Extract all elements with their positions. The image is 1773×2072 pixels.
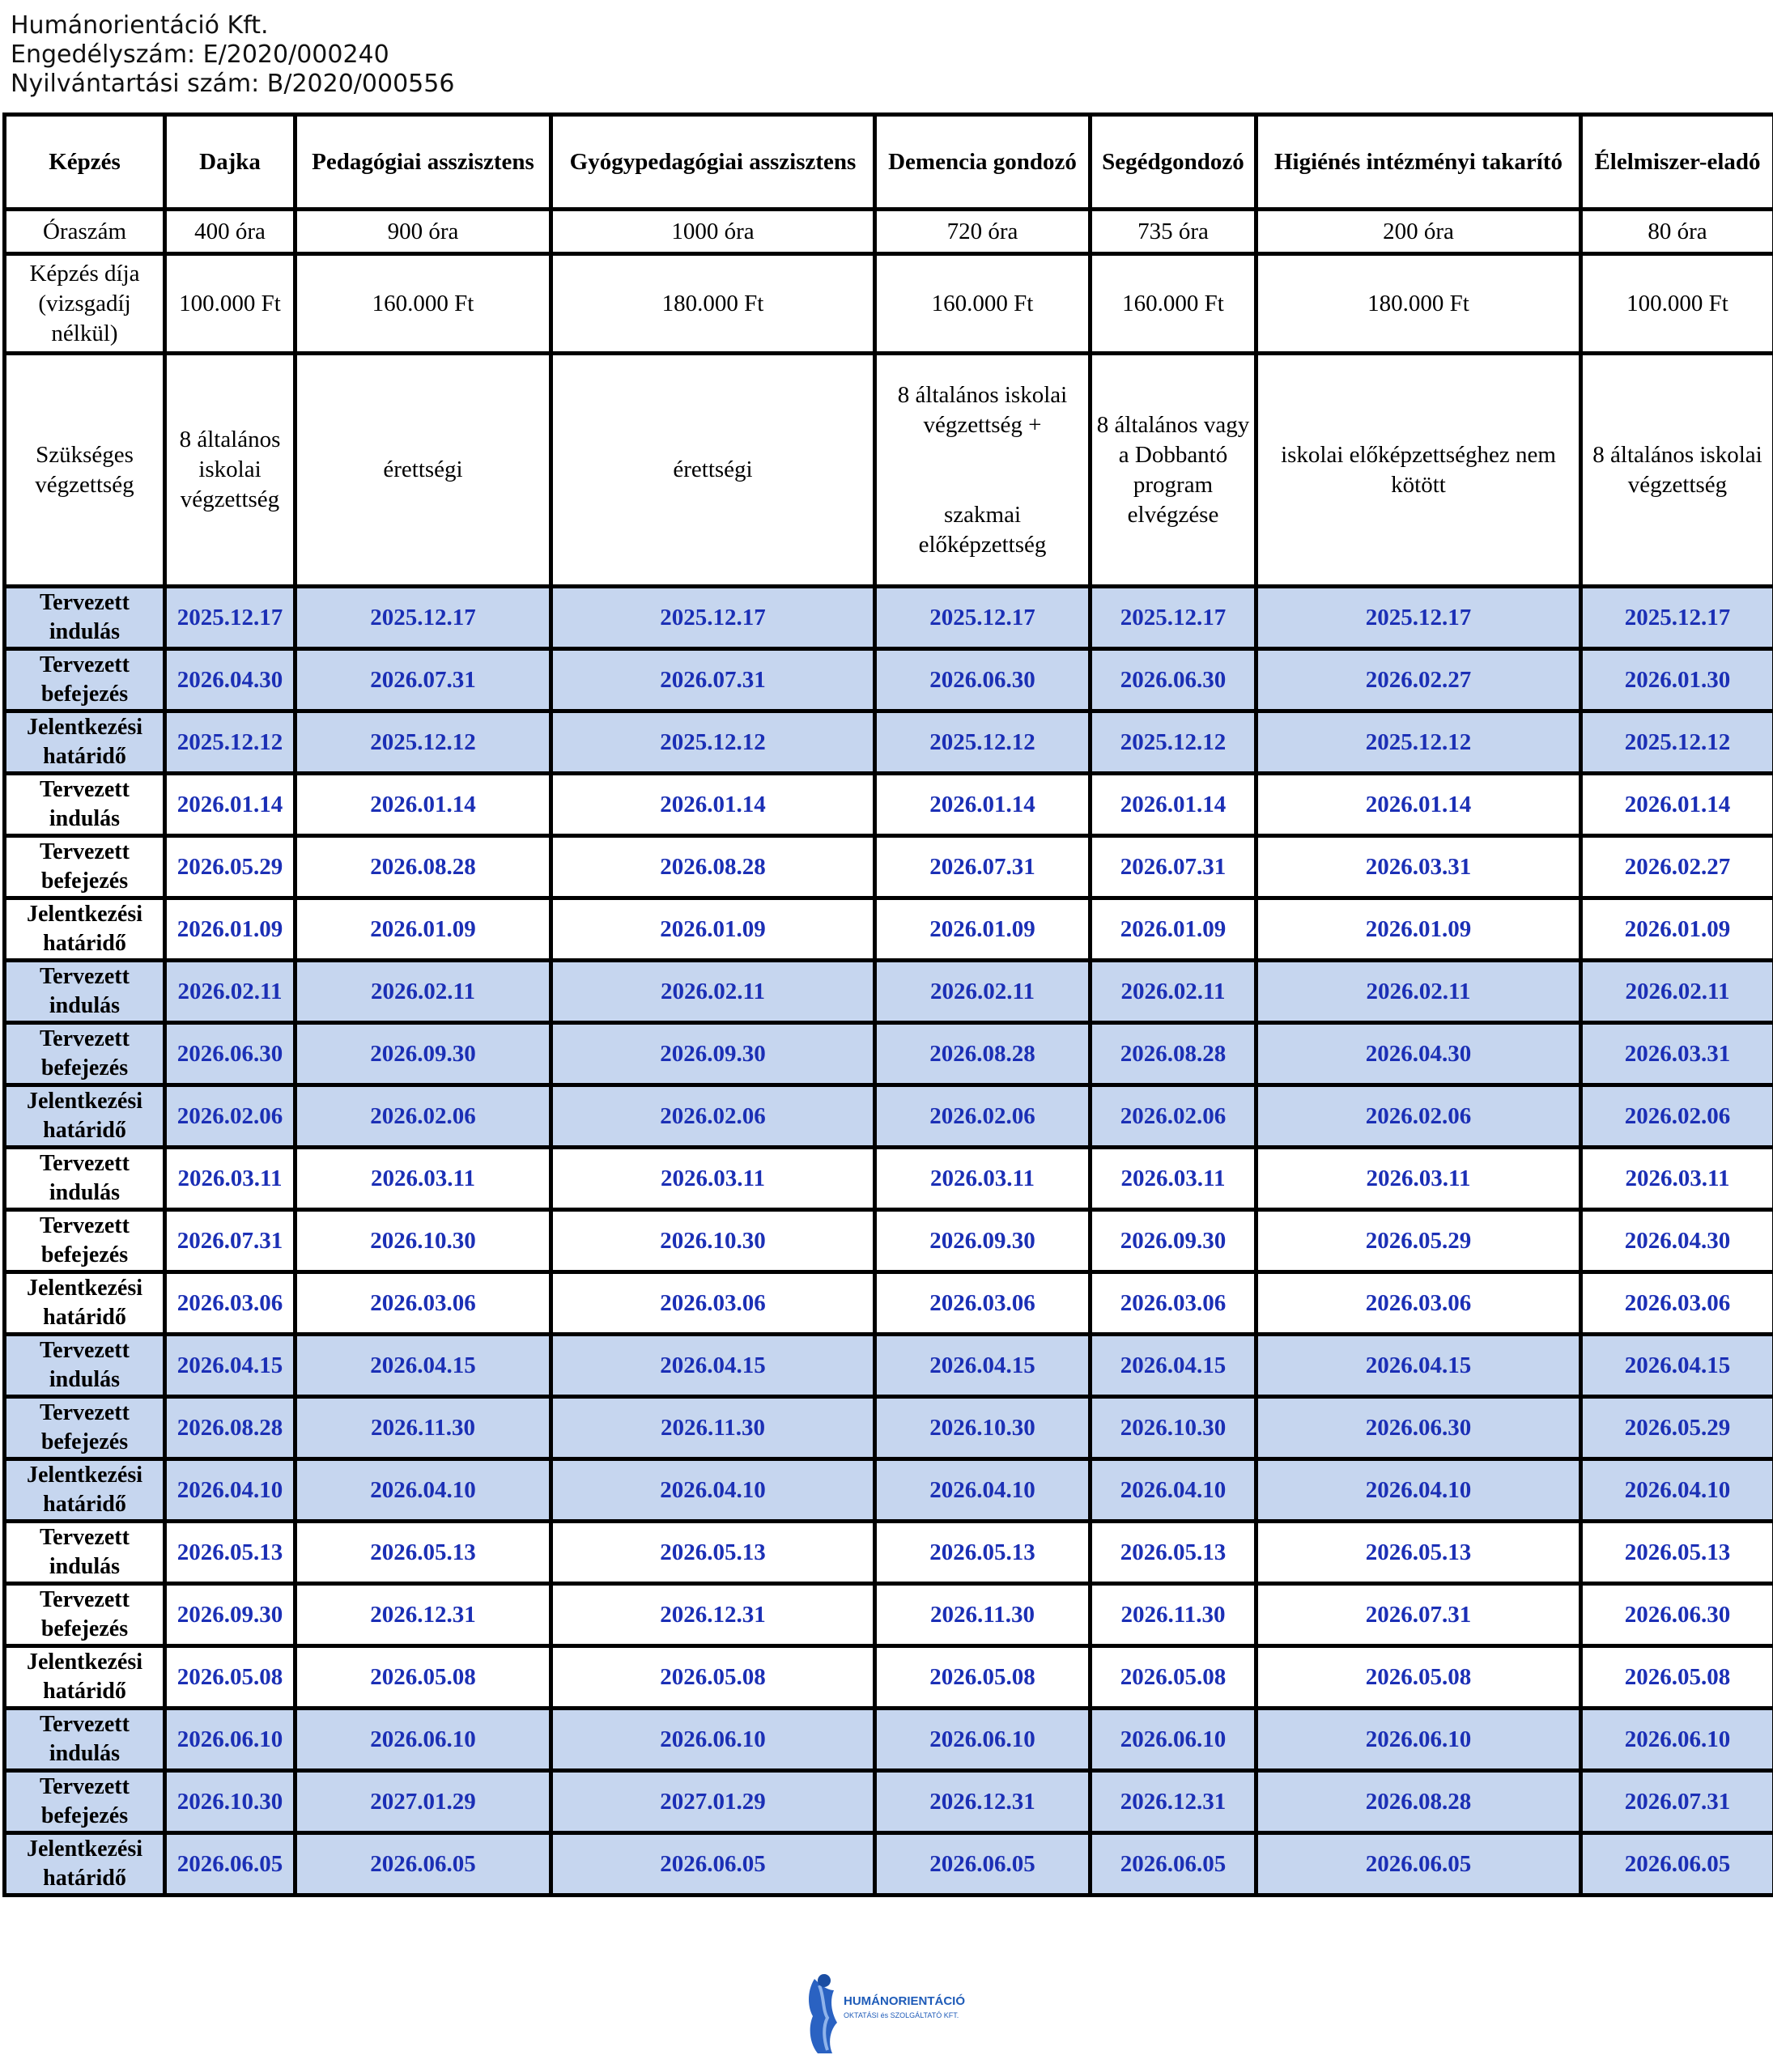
logo-subtext: OKTATÁSI és SZOLGÁLTATÓ KFT.	[844, 2011, 959, 2019]
schedule-row-label: Jelentkezési határidő	[5, 1272, 165, 1335]
education-row	[5, 354, 1773, 587]
schedule-date-cell: 2026.03.11	[165, 1148, 296, 1210]
schedule-date-cell: 2026.03.11	[551, 1148, 875, 1210]
schedule-date-cell: 2026.03.31	[1256, 836, 1581, 898]
schedule-date-cell: 2026.09.30	[551, 1023, 875, 1085]
fee-cell: 100.000 Ft	[165, 254, 296, 354]
hours-label: Óraszám	[5, 210, 165, 254]
schedule-date-cell: 2026.01.14	[1256, 774, 1581, 836]
schedule-date-cell: 2026.06.30	[165, 1023, 296, 1085]
schedule-row-label: Tervezett indulás	[5, 587, 165, 649]
schedule-row-label: Tervezett befejezés	[5, 1771, 165, 1833]
hours-row	[5, 210, 1773, 254]
schedule-date-cell: 2026.05.29	[1256, 1210, 1581, 1272]
schedule-row-label: Jelentkezési határidő	[5, 1646, 165, 1709]
fee-cell: 160.000 Ft	[296, 254, 551, 354]
schedule-date-cell: 2026.06.10	[165, 1709, 296, 1771]
schedule-date-cell: 2025.12.12	[165, 711, 296, 774]
schedule-date-cell: 2026.02.11	[551, 961, 875, 1023]
schedule-date-cell: 2026.07.31	[551, 649, 875, 711]
schedule-row-label: Tervezett indulás	[5, 774, 165, 836]
schedule-date-cell: 2026.03.31	[1581, 1023, 1773, 1085]
header-course-label: Képzés	[5, 115, 165, 210]
schedule-date-cell: 2026.05.08	[551, 1646, 875, 1709]
schedule-date-cell: 2026.04.30	[165, 649, 296, 711]
schedule-date-cell: 2026.03.06	[875, 1272, 1091, 1335]
schedule-date-cell: 2026.07.31	[296, 649, 551, 711]
schedule-date-cell: 2026.04.15	[296, 1335, 551, 1397]
schedule-date-cell: 2026.08.28	[1091, 1023, 1256, 1085]
header-course: Demencia gondozó	[875, 115, 1091, 210]
fee-cell: 180.000 Ft	[551, 254, 875, 354]
schedule-date-cell: 2026.03.06	[1256, 1272, 1581, 1335]
schedule-date-cell: 2026.03.11	[1091, 1148, 1256, 1210]
schedule-date-cell: 2026.02.06	[1091, 1085, 1256, 1148]
schedule-date-cell: 2026.06.05	[165, 1833, 296, 1896]
schedule-date-cell: 2026.04.15	[1256, 1335, 1581, 1397]
education-cell: 8 általános vagy a Dobbantó program elvégzése	[1091, 354, 1256, 587]
schedule-date-cell: 2026.05.13	[1091, 1522, 1256, 1584]
schedule-row	[5, 1522, 1773, 1584]
schedule-row-label: Jelentkezési határidő	[5, 711, 165, 774]
education-label: Szükséges végzettség	[5, 354, 165, 587]
schedule-date-cell: 2026.12.31	[296, 1584, 551, 1646]
schedule-row-label: Jelentkezési határidő	[5, 1459, 165, 1522]
schedule-date-cell: 2026.09.30	[875, 1210, 1091, 1272]
schedule-date-cell: 2026.02.06	[875, 1085, 1091, 1148]
schedule-date-cell: 2026.11.30	[1091, 1584, 1256, 1646]
header-course: Segédgondozó	[1091, 115, 1256, 210]
schedule-row	[5, 836, 1773, 898]
hours-cell: 735 óra	[1091, 210, 1256, 254]
registry-number: Nyilvántartási szám: B/2020/000556	[11, 70, 455, 98]
schedule-date-cell: 2027.01.29	[551, 1771, 875, 1833]
schedule-row-label: Tervezett indulás	[5, 1335, 165, 1397]
schedule-date-cell: 2026.08.28	[1256, 1771, 1581, 1833]
header-course: Pedagógiai asszisztens	[296, 115, 551, 210]
schedule-date-cell: 2026.06.05	[875, 1833, 1091, 1896]
hours-cell: 720 óra	[875, 210, 1091, 254]
schedule-date-cell: 2026.07.31	[165, 1210, 296, 1272]
schedule-date-cell: 2027.01.29	[296, 1771, 551, 1833]
schedule-date-cell: 2026.03.06	[1581, 1272, 1773, 1335]
schedule-row-label: Tervezett indulás	[5, 1709, 165, 1771]
fee-cell: 100.000 Ft	[1581, 254, 1773, 354]
schedule-date-cell: 2026.01.09	[875, 898, 1091, 961]
schedule-date-cell: 2026.03.06	[551, 1272, 875, 1335]
education-cell: érettségi	[551, 354, 875, 587]
schedule-row	[5, 1833, 1773, 1896]
schedule-date-cell: 2026.10.30	[165, 1771, 296, 1833]
schedule-date-cell: 2026.04.10	[1091, 1459, 1256, 1522]
company-name: Humánorientáció Kft.	[11, 11, 269, 40]
education-cell: iskolai előképzettséghez nem kötött	[1256, 354, 1581, 587]
schedule-date-cell: 2026.01.14	[1091, 774, 1256, 836]
schedule-date-cell: 2026.04.10	[1581, 1459, 1773, 1522]
schedule-date-cell: 2026.05.08	[1581, 1646, 1773, 1709]
schedule-date-cell: 2026.05.29	[165, 836, 296, 898]
schedule-date-cell: 2025.12.17	[1091, 587, 1256, 649]
schedule-date-cell: 2026.06.10	[1091, 1709, 1256, 1771]
schedule-date-cell: 2026.05.13	[1256, 1522, 1581, 1584]
schedule-row	[5, 774, 1773, 836]
schedule-date-cell: 2026.06.05	[551, 1833, 875, 1896]
schedule-date-cell: 2026.05.08	[165, 1646, 296, 1709]
schedule-row-label: Tervezett befejezés	[5, 1397, 165, 1459]
schedule-date-cell: 2026.06.30	[1091, 649, 1256, 711]
schedule-date-cell: 2026.11.30	[875, 1584, 1091, 1646]
logo-figure-icon	[800, 1969, 970, 2055]
schedule-date-cell: 2026.04.15	[165, 1335, 296, 1397]
schedule-date-cell: 2026.01.09	[165, 898, 296, 961]
schedule-date-cell: 2026.06.10	[1256, 1709, 1581, 1771]
schedule-date-cell: 2026.02.11	[165, 961, 296, 1023]
schedule-date-cell: 2025.12.17	[1581, 587, 1773, 649]
schedule-date-cell: 2026.06.05	[296, 1833, 551, 1896]
hours-cell: 80 óra	[1581, 210, 1773, 254]
schedule-date-cell: 2025.12.12	[1256, 711, 1581, 774]
header-course: Élelmiszer-eladó	[1581, 115, 1773, 210]
schedule-date-cell: 2026.11.30	[296, 1397, 551, 1459]
schedule-date-cell: 2026.06.10	[296, 1709, 551, 1771]
schedule-date-cell: 2026.05.13	[165, 1522, 296, 1584]
schedule-date-cell: 2026.05.29	[1581, 1397, 1773, 1459]
schedule-row	[5, 1335, 1773, 1397]
schedule-date-cell: 2026.04.15	[551, 1335, 875, 1397]
schedule-date-cell: 2026.08.28	[165, 1397, 296, 1459]
schedule-date-cell: 2026.05.13	[875, 1522, 1091, 1584]
schedule-date-cell: 2026.04.15	[875, 1335, 1091, 1397]
schedule-date-cell: 2026.08.28	[551, 836, 875, 898]
schedule-row-label: Tervezett indulás	[5, 1148, 165, 1210]
fee-label: Képzés díja (vizsgadíj nélkül)	[5, 254, 165, 354]
hours-cell: 200 óra	[1256, 210, 1581, 254]
schedule-date-cell: 2026.12.31	[875, 1771, 1091, 1833]
schedule-date-cell: 2025.12.12	[1581, 711, 1773, 774]
schedule-date-cell: 2026.01.09	[1581, 898, 1773, 961]
schedule-row	[5, 1210, 1773, 1272]
schedule-date-cell: 2026.04.15	[1091, 1335, 1256, 1397]
schedule-row	[5, 1584, 1773, 1646]
fee-cell: 160.000 Ft	[1091, 254, 1256, 354]
schedule-date-cell: 2026.05.08	[1256, 1646, 1581, 1709]
schedule-date-cell: 2026.09.30	[165, 1584, 296, 1646]
schedule-row	[5, 649, 1773, 711]
schedule-date-cell: 2025.12.17	[296, 587, 551, 649]
schedule-date-cell: 2026.06.30	[875, 649, 1091, 711]
schedule-date-cell: 2026.03.11	[1581, 1148, 1773, 1210]
schedule-row	[5, 1023, 1773, 1085]
schedule-row-label: Jelentkezési határidő	[5, 898, 165, 961]
schedule-row	[5, 1771, 1773, 1833]
schedule-date-cell: 2026.03.06	[165, 1272, 296, 1335]
schedule-row-label: Tervezett befejezés	[5, 649, 165, 711]
schedule-row-label: Tervezett befejezés	[5, 836, 165, 898]
schedule-date-cell: 2026.01.14	[551, 774, 875, 836]
schedule-date-cell: 2026.02.11	[296, 961, 551, 1023]
education-cell: 8 általános iskolai végzettség	[165, 354, 296, 587]
schedule-date-cell: 2026.04.10	[875, 1459, 1091, 1522]
schedule-date-cell: 2026.02.06	[296, 1085, 551, 1148]
schedule-row	[5, 587, 1773, 649]
schedule-date-cell: 2026.02.11	[875, 961, 1091, 1023]
schedule-date-cell: 2026.07.31	[1256, 1584, 1581, 1646]
schedule-date-cell: 2026.09.30	[296, 1023, 551, 1085]
schedule-date-cell: 2026.02.11	[1256, 961, 1581, 1023]
schedule-date-cell: 2026.07.31	[875, 836, 1091, 898]
schedule-date-cell: 2026.01.09	[1256, 898, 1581, 961]
schedule-date-cell: 2026.04.30	[1256, 1023, 1581, 1085]
schedule-date-cell: 2026.01.14	[165, 774, 296, 836]
schedule-row	[5, 711, 1773, 774]
schedule-date-cell: 2026.02.27	[1581, 836, 1773, 898]
schedule-row	[5, 1709, 1773, 1771]
schedule-date-cell: 2026.06.10	[1581, 1709, 1773, 1771]
schedule-row-label: Tervezett befejezés	[5, 1210, 165, 1272]
schedule-row-label: Tervezett befejezés	[5, 1584, 165, 1646]
schedule-date-cell: 2026.08.28	[875, 1023, 1091, 1085]
schedule-date-cell: 2026.12.31	[551, 1584, 875, 1646]
schedule-date-cell: 2026.03.06	[296, 1272, 551, 1335]
schedule-date-cell: 2026.04.10	[165, 1459, 296, 1522]
schedule-date-cell: 2025.12.17	[551, 587, 875, 649]
schedule-date-cell: 2026.06.10	[875, 1709, 1091, 1771]
schedule-row	[5, 898, 1773, 961]
schedule-row	[5, 1148, 1773, 1210]
schedule-row-label: Tervezett indulás	[5, 961, 165, 1023]
schedule-date-cell: 2026.05.08	[1091, 1646, 1256, 1709]
schedule-row-label: Tervezett indulás	[5, 1522, 165, 1584]
hours-cell: 900 óra	[296, 210, 551, 254]
fee-row	[5, 254, 1773, 354]
schedule-date-cell: 2026.08.28	[296, 836, 551, 898]
schedule-date-cell: 2025.12.17	[165, 587, 296, 649]
schedule-date-cell: 2026.01.09	[296, 898, 551, 961]
schedule-date-cell: 2026.03.11	[296, 1148, 551, 1210]
schedule-date-cell: 2026.01.09	[551, 898, 875, 961]
schedule-date-cell: 2026.02.11	[1091, 961, 1256, 1023]
schedule-date-cell: 2026.06.05	[1581, 1833, 1773, 1896]
schedule-date-cell: 2026.04.15	[1581, 1335, 1773, 1397]
schedule-row	[5, 1459, 1773, 1522]
schedule-row	[5, 961, 1773, 1023]
schedule-date-cell: 2026.10.30	[1091, 1397, 1256, 1459]
schedule-row	[5, 1646, 1773, 1709]
schedule-date-cell: 2026.01.14	[875, 774, 1091, 836]
schedule-row-label: Jelentkezési határidő	[5, 1085, 165, 1148]
schedule-date-cell: 2026.07.31	[1581, 1771, 1773, 1833]
header-course: Gyógypedagógiai asszisztens	[551, 115, 875, 210]
schedule-row-label: Tervezett befejezés	[5, 1023, 165, 1085]
schedule-date-cell: 2026.10.30	[875, 1397, 1091, 1459]
schedule-date-cell: 2025.12.12	[296, 711, 551, 774]
schedule-date-cell: 2026.04.10	[551, 1459, 875, 1522]
schedule-date-cell: 2026.02.27	[1256, 649, 1581, 711]
schedule-date-cell: 2026.06.05	[1256, 1833, 1581, 1896]
schedule-date-cell: 2025.12.12	[551, 711, 875, 774]
education-cell: érettségi	[296, 354, 551, 587]
schedule-date-cell: 2026.03.11	[875, 1148, 1091, 1210]
license-number: Engedélyszám: E/2020/000240	[11, 40, 389, 69]
education-cell: 8 általános iskolai végzettség	[1581, 354, 1773, 587]
schedule-date-cell: 2026.05.13	[296, 1522, 551, 1584]
schedule-date-cell: 2026.04.10	[1256, 1459, 1581, 1522]
schedule-date-cell: 2026.05.08	[875, 1646, 1091, 1709]
schedule-date-cell: 2026.02.06	[1256, 1085, 1581, 1148]
schedule-date-cell: 2026.06.10	[551, 1709, 875, 1771]
schedule-date-cell: 2025.12.17	[875, 587, 1091, 649]
hours-cell: 400 óra	[165, 210, 296, 254]
fee-cell: 180.000 Ft	[1256, 254, 1581, 354]
schedule-date-cell: 2026.02.06	[551, 1085, 875, 1148]
hours-cell: 1000 óra	[551, 210, 875, 254]
schedule-date-cell: 2026.10.30	[296, 1210, 551, 1272]
schedule-date-cell: 2026.01.14	[296, 774, 551, 836]
fee-cell: 160.000 Ft	[875, 254, 1091, 354]
schedule-date-cell: 2026.11.30	[551, 1397, 875, 1459]
schedule-date-cell: 2025.12.12	[875, 711, 1091, 774]
schedule-date-cell: 2025.12.17	[1256, 587, 1581, 649]
company-logo	[800, 1969, 970, 2055]
education-cell: 8 általános iskolai végzettség + szakmai előképzettség	[875, 354, 1091, 587]
schedule-date-cell: 2026.10.30	[551, 1210, 875, 1272]
header-course: Dajka	[165, 115, 296, 210]
schedule-date-cell: 2026.06.05	[1091, 1833, 1256, 1896]
header-course: Higiénés intézményi takarító	[1256, 115, 1581, 210]
schedule-date-cell: 2026.03.06	[1091, 1272, 1256, 1335]
schedule-date-cell: 2026.12.31	[1091, 1771, 1256, 1833]
schedule-date-cell: 2025.12.12	[1091, 711, 1256, 774]
table-header-row	[5, 115, 1773, 210]
schedule-row	[5, 1272, 1773, 1335]
schedule-date-cell: 2026.03.11	[1256, 1148, 1581, 1210]
schedule-date-cell: 2026.05.13	[1581, 1522, 1773, 1584]
schedule-date-cell: 2026.02.06	[1581, 1085, 1773, 1148]
schedule-row-label: Jelentkezési határidő	[5, 1833, 165, 1896]
schedule-date-cell: 2026.05.08	[296, 1646, 551, 1709]
logo-text: HUMÁNORIENTÁCIÓ	[844, 1994, 965, 2008]
schedule-date-cell: 2026.01.09	[1091, 898, 1256, 961]
schedule-date-cell: 2026.01.14	[1581, 774, 1773, 836]
schedule-date-cell: 2026.05.13	[551, 1522, 875, 1584]
schedule-date-cell: 2026.01.30	[1581, 649, 1773, 711]
schedule-row	[5, 1085, 1773, 1148]
schedule-date-cell: 2026.04.30	[1581, 1210, 1773, 1272]
schedule-date-cell: 2026.09.30	[1091, 1210, 1256, 1272]
schedule-date-cell: 2026.02.06	[165, 1085, 296, 1148]
schedule-date-cell: 2026.06.30	[1256, 1397, 1581, 1459]
schedule-row	[5, 1397, 1773, 1459]
schedule-date-cell: 2026.04.10	[296, 1459, 551, 1522]
schedule-date-cell: 2026.02.11	[1581, 961, 1773, 1023]
schedule-date-cell: 2026.06.30	[1581, 1584, 1773, 1646]
schedule-date-cell: 2026.07.31	[1091, 836, 1256, 898]
company-header	[11, 11, 454, 99]
course-schedule-table	[2, 113, 1773, 1897]
